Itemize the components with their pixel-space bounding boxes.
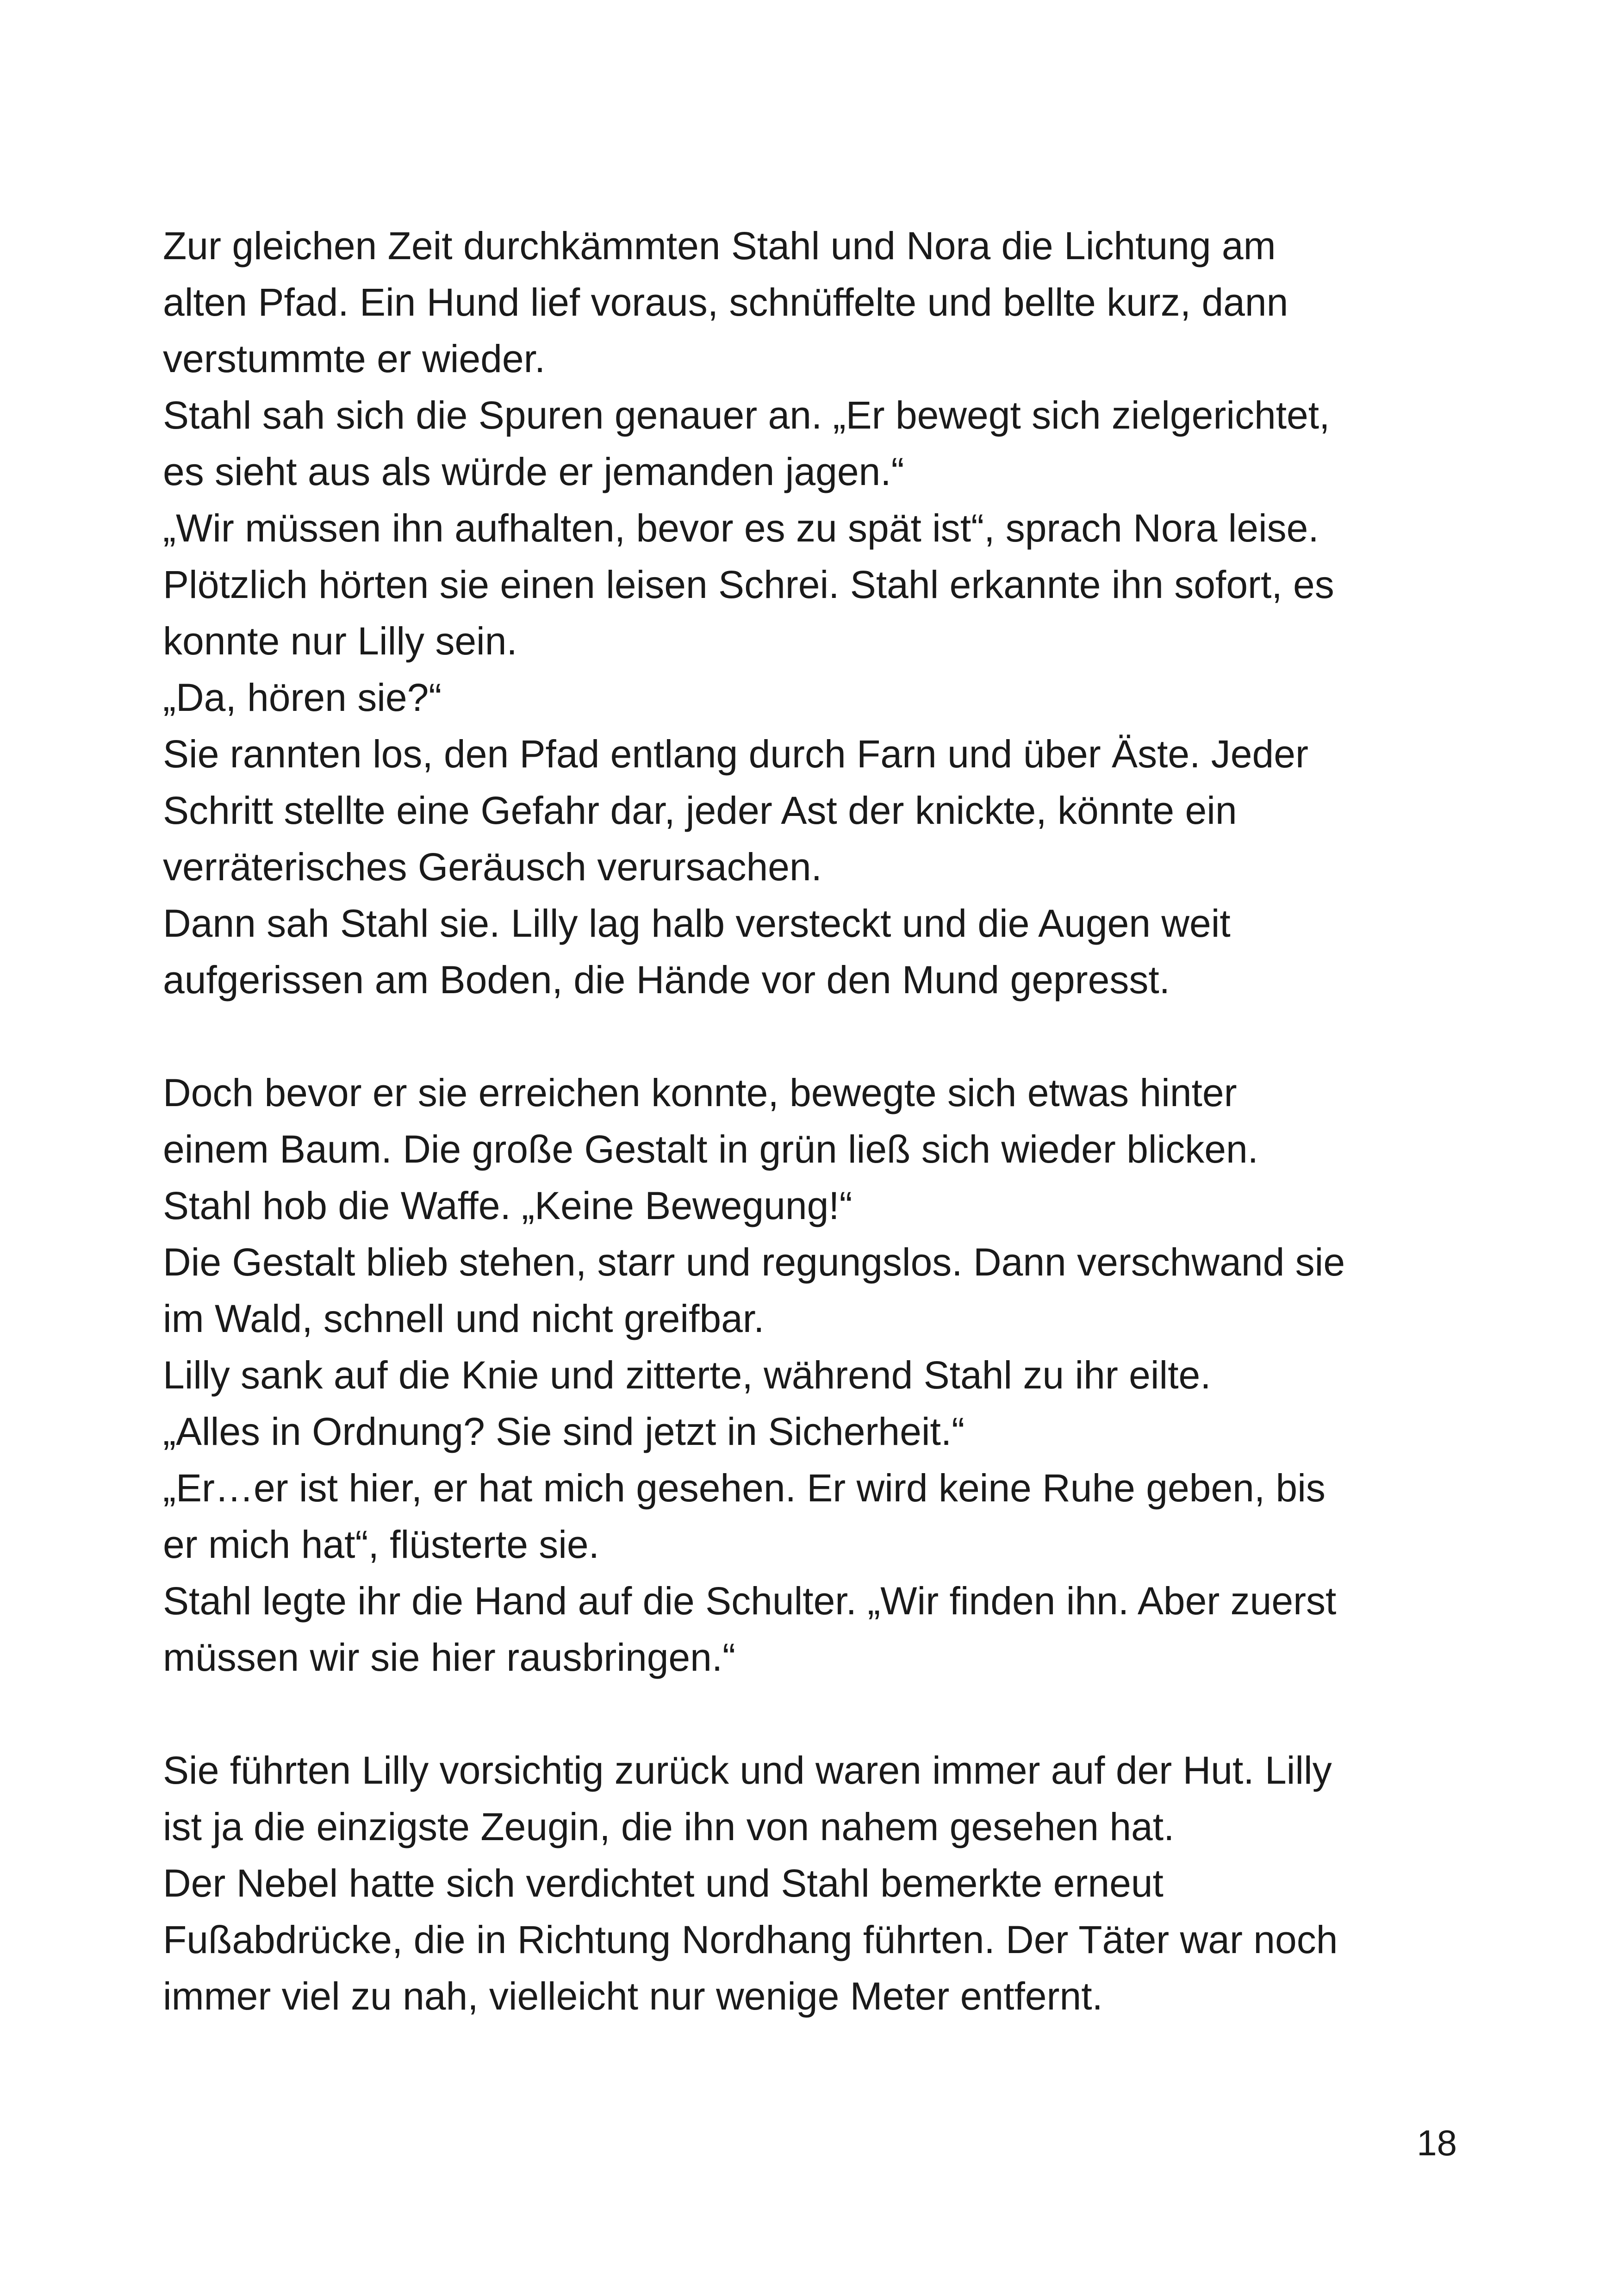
text-line: Plötzlich hörten sie einen leisen Schrei. Stahl erkannte ihn sofort, es bbox=[163, 563, 1334, 606]
text-line: Fußabdrücke, die in Richtung Nordhang führten. Der Täter war noch bbox=[163, 1918, 1338, 1961]
body-text bbox=[163, 218, 1487, 2024]
text-line: Schritt stellte eine Gefahr dar, jeder Ast der knickte, könnte ein bbox=[163, 789, 1237, 832]
text-line: „Er…er ist hier, er hat mich gesehen. Er wird keine Ruhe geben, bis bbox=[163, 1466, 1326, 1510]
text-line: im Wald, schnell und nicht greifbar. bbox=[163, 1297, 765, 1340]
text-line: er mich hat“, flüsterte sie. bbox=[163, 1523, 599, 1566]
text-line: Stahl hob die Waffe. „Keine Bewegung!“ bbox=[163, 1184, 853, 1227]
text-line: konnte nur Lilly sein. bbox=[163, 619, 517, 663]
text-line: „Wir müssen ihn aufhalten, bevor es zu spät ist“, sprach Nora leise. bbox=[163, 506, 1319, 550]
paragraph-spacer bbox=[163, 1008, 1487, 1064]
text-line: Stahl sah sich die Spuren genauer an. „Er bewegt sich zielgerichtet, bbox=[163, 393, 1330, 437]
text-line: Doch bevor er sie erreichen konnte, bewegte sich etwas hinter bbox=[163, 1071, 1237, 1114]
text-line: aufgerissen am Boden, die Hände vor den Mund gepresst. bbox=[163, 958, 1170, 1002]
text-line: Sie führten Lilly vorsichtig zurück und waren immer auf der Hut. Lilly bbox=[163, 1748, 1332, 1792]
text-line: immer viel zu nah, vielleicht nur wenige Meter entfernt. bbox=[163, 1974, 1103, 2018]
text-line: Lilly sank auf die Knie und zitterte, während Stahl zu ihr eilte. bbox=[163, 1353, 1211, 1397]
text-line: Der Nebel hatte sich verdichtet und Stahl bemerkte erneut bbox=[163, 1861, 1164, 1905]
paragraph-3 bbox=[163, 1742, 1487, 2024]
text-line: ist ja die einzigste Zeugin, die ihn von nahem gesehen hat. bbox=[163, 1805, 1175, 1848]
text-line: verräterisches Geräusch verursachen. bbox=[163, 845, 822, 889]
text-line: alten Pfad. Ein Hund lief voraus, schnüffelte und bellte kurz, dann bbox=[163, 280, 1288, 324]
paragraph-1 bbox=[163, 218, 1487, 1008]
text-line: es sieht aus als würde er jemanden jagen.“ bbox=[163, 450, 904, 493]
text-line: Dann sah Stahl sie. Lilly lag halb versteckt und die Augen weit bbox=[163, 902, 1231, 945]
text-line: Stahl legte ihr die Hand auf die Schulter. „Wir finden ihn. Aber zuerst bbox=[163, 1579, 1337, 1623]
paragraph-spacer bbox=[163, 1686, 1487, 1742]
page-number: 18 bbox=[1417, 2122, 1457, 2163]
text-line: einem Baum. Die große Gestalt in grün ließ sich wieder blicken. bbox=[163, 1127, 1259, 1171]
paragraph-2 bbox=[163, 1064, 1487, 1686]
text-line: Die Gestalt blieb stehen, starr und regungslos. Dann verschwand sie bbox=[163, 1240, 1345, 1284]
text-line: verstummte er wieder. bbox=[163, 337, 546, 380]
text-line: müssen wir sie hier rausbringen.“ bbox=[163, 1636, 736, 1679]
text-line: Zur gleichen Zeit durchkämmten Stahl und Nora die Lichtung am bbox=[163, 224, 1276, 268]
text-line: „Alles in Ordnung? Sie sind jetzt in Sicherheit.“ bbox=[163, 1410, 965, 1453]
text-line: Sie rannten los, den Pfad entlang durch Farn und über Äste. Jeder bbox=[163, 732, 1308, 776]
text-line: „Da, hören sie?“ bbox=[163, 676, 442, 719]
